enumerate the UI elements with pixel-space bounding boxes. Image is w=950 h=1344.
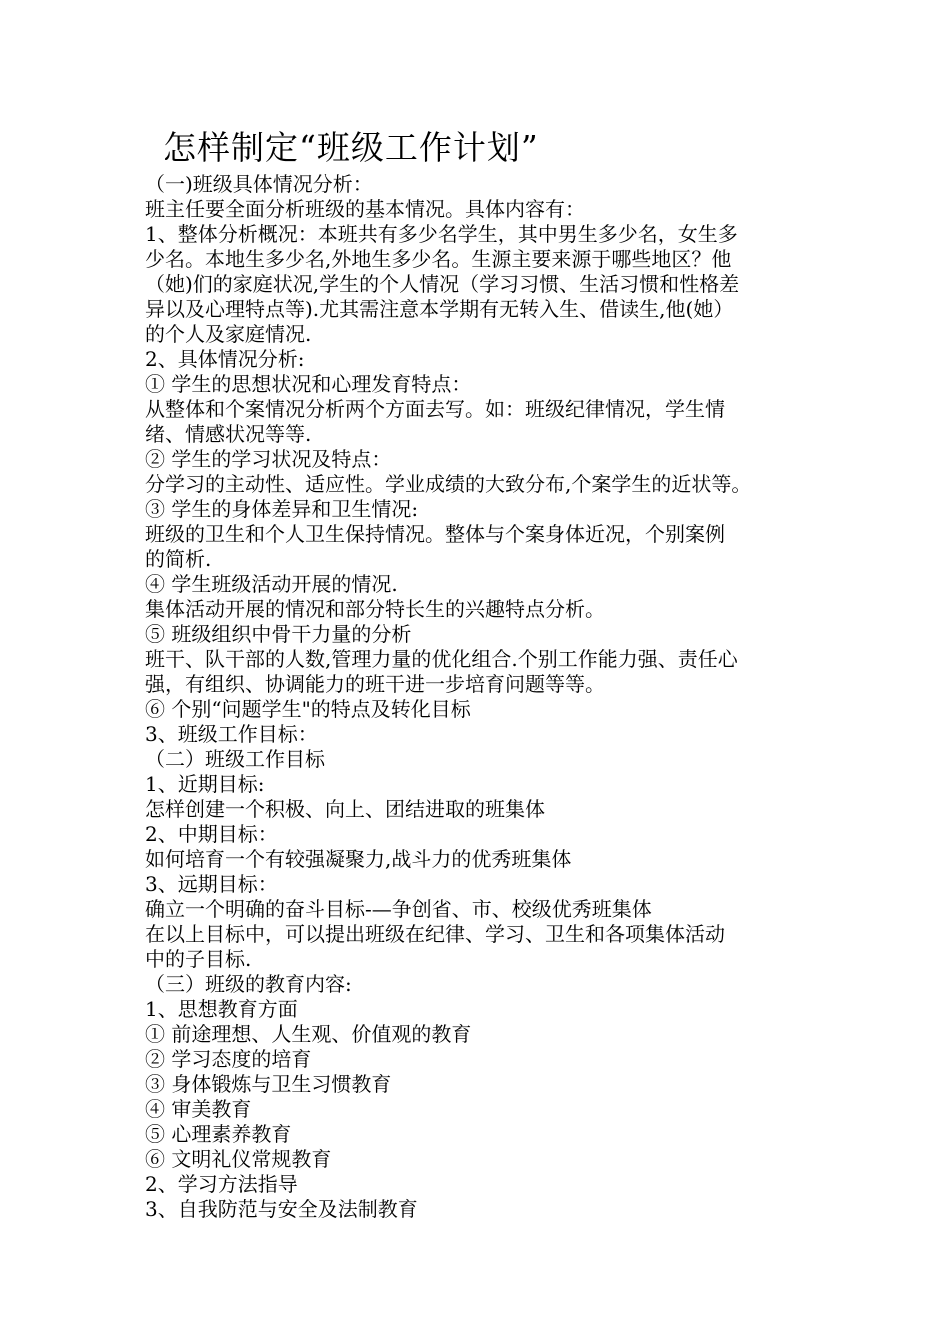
text-line: 2、学习方法指导 (145, 1172, 298, 1196)
document-body (145, 172, 813, 1222)
text-line: 绪、情感状况等等. (145, 422, 312, 446)
text-line: 2、中期目标： (145, 822, 278, 846)
text-line: 1、整体分析概况：本班共有多少名学生，其中男生多少名，女生多 (145, 222, 738, 246)
text-line: 的个人及家庭情况. (145, 322, 312, 346)
text-line: ② 学生的学习状况及特点： (145, 447, 392, 471)
text-line: ② 学习态度的培育 (145, 1047, 312, 1071)
text-line: ⑤ 班级组织中骨干力量的分析 (145, 622, 412, 646)
text-line: （二）班级工作目标 (145, 747, 325, 771)
text-line: 如何培育一个有较强凝聚力,战斗力的优秀班集体 (145, 847, 572, 871)
text-line: 班级的卫生和个人卫生保持情况。整体与个案身体近况，个别案例 (145, 522, 725, 546)
text-line: 1、思想教育方面 (145, 997, 298, 1021)
text-line: 分学习的主动性、适应性。学业成绩的大致分布,个案学生的近状等。 (145, 472, 752, 496)
text-line: ③ 学生的身体差异和卫生情况: (145, 497, 419, 521)
text-line: 在以上目标中，可以提出班级在纪律、学习、卫生和各项集体活动 (145, 922, 725, 946)
text-line: 1、近期目标: (145, 772, 265, 796)
text-line: ④ 学生班级活动开展的情况. (145, 572, 398, 596)
text-line: 班干、队干部的人数,管理力量的优化组合.个别工作能力强、责任心 (145, 647, 738, 671)
text-line: 异以及心理特点等).尤其需注意本学期有无转入生、借读生,他(她） (145, 297, 734, 321)
text-line: 少名。本地生多少名,外地生多少名。生源主要来源于哪些地区？他 (145, 247, 732, 271)
text-line: ① 前途理想、人生观、价值观的教育 (145, 1022, 472, 1046)
text-line: （她)们的家庭状况,学生的个人情况（学习习惯、生活习惯和性格差 (145, 272, 740, 296)
text-line: 3、班级工作目标： (145, 722, 318, 746)
text-line: ① 学生的思想状况和心理发育特点： (145, 372, 472, 396)
text-line: （一)班级具体情况分析： (145, 172, 373, 196)
text-line: 中的子目标. (145, 947, 252, 971)
text-line: 确立一个明确的奋斗目标-—争创省、市、校级优秀班集体 (145, 897, 652, 921)
text-line: ⑤ 心理素养教育 (145, 1122, 292, 1146)
text-line: 怎样创建一个积极、向上、团结进取的班集体 (145, 797, 545, 821)
text-line: 的简析. (145, 547, 212, 571)
text-line: ④ 审美教育 (145, 1097, 252, 1121)
text-line: 班主任要全面分析班级的基本情况。具体内容有： (145, 197, 585, 221)
text-line: 3、自我防范与安全及法制教育 (145, 1197, 418, 1221)
text-line: 集体活动开展的情况和部分特长生的兴趣特点分析。 (145, 597, 605, 621)
text-line: ⑥ 文明礼仪常规教育 (145, 1147, 332, 1171)
text-line: ⑥ 个别“问题学生"的特点及转化目标 (145, 697, 471, 721)
text-line: 3、远期目标： (145, 872, 278, 896)
text-line: 强，有组织、协调能力的班干进一步培育问题等等。 (145, 672, 605, 696)
text-line: 2、具体情况分析: (145, 347, 305, 371)
text-line: ③ 身体锻炼与卫生习惯教育 (145, 1072, 392, 1096)
document-title: 怎样制定“班级工作计划” (163, 128, 539, 167)
text-line: （三）班级的教育内容: (145, 972, 352, 996)
text-line: 从整体和个案情况分析两个方面去写。如：班级纪律情况，学生情 (145, 397, 725, 421)
